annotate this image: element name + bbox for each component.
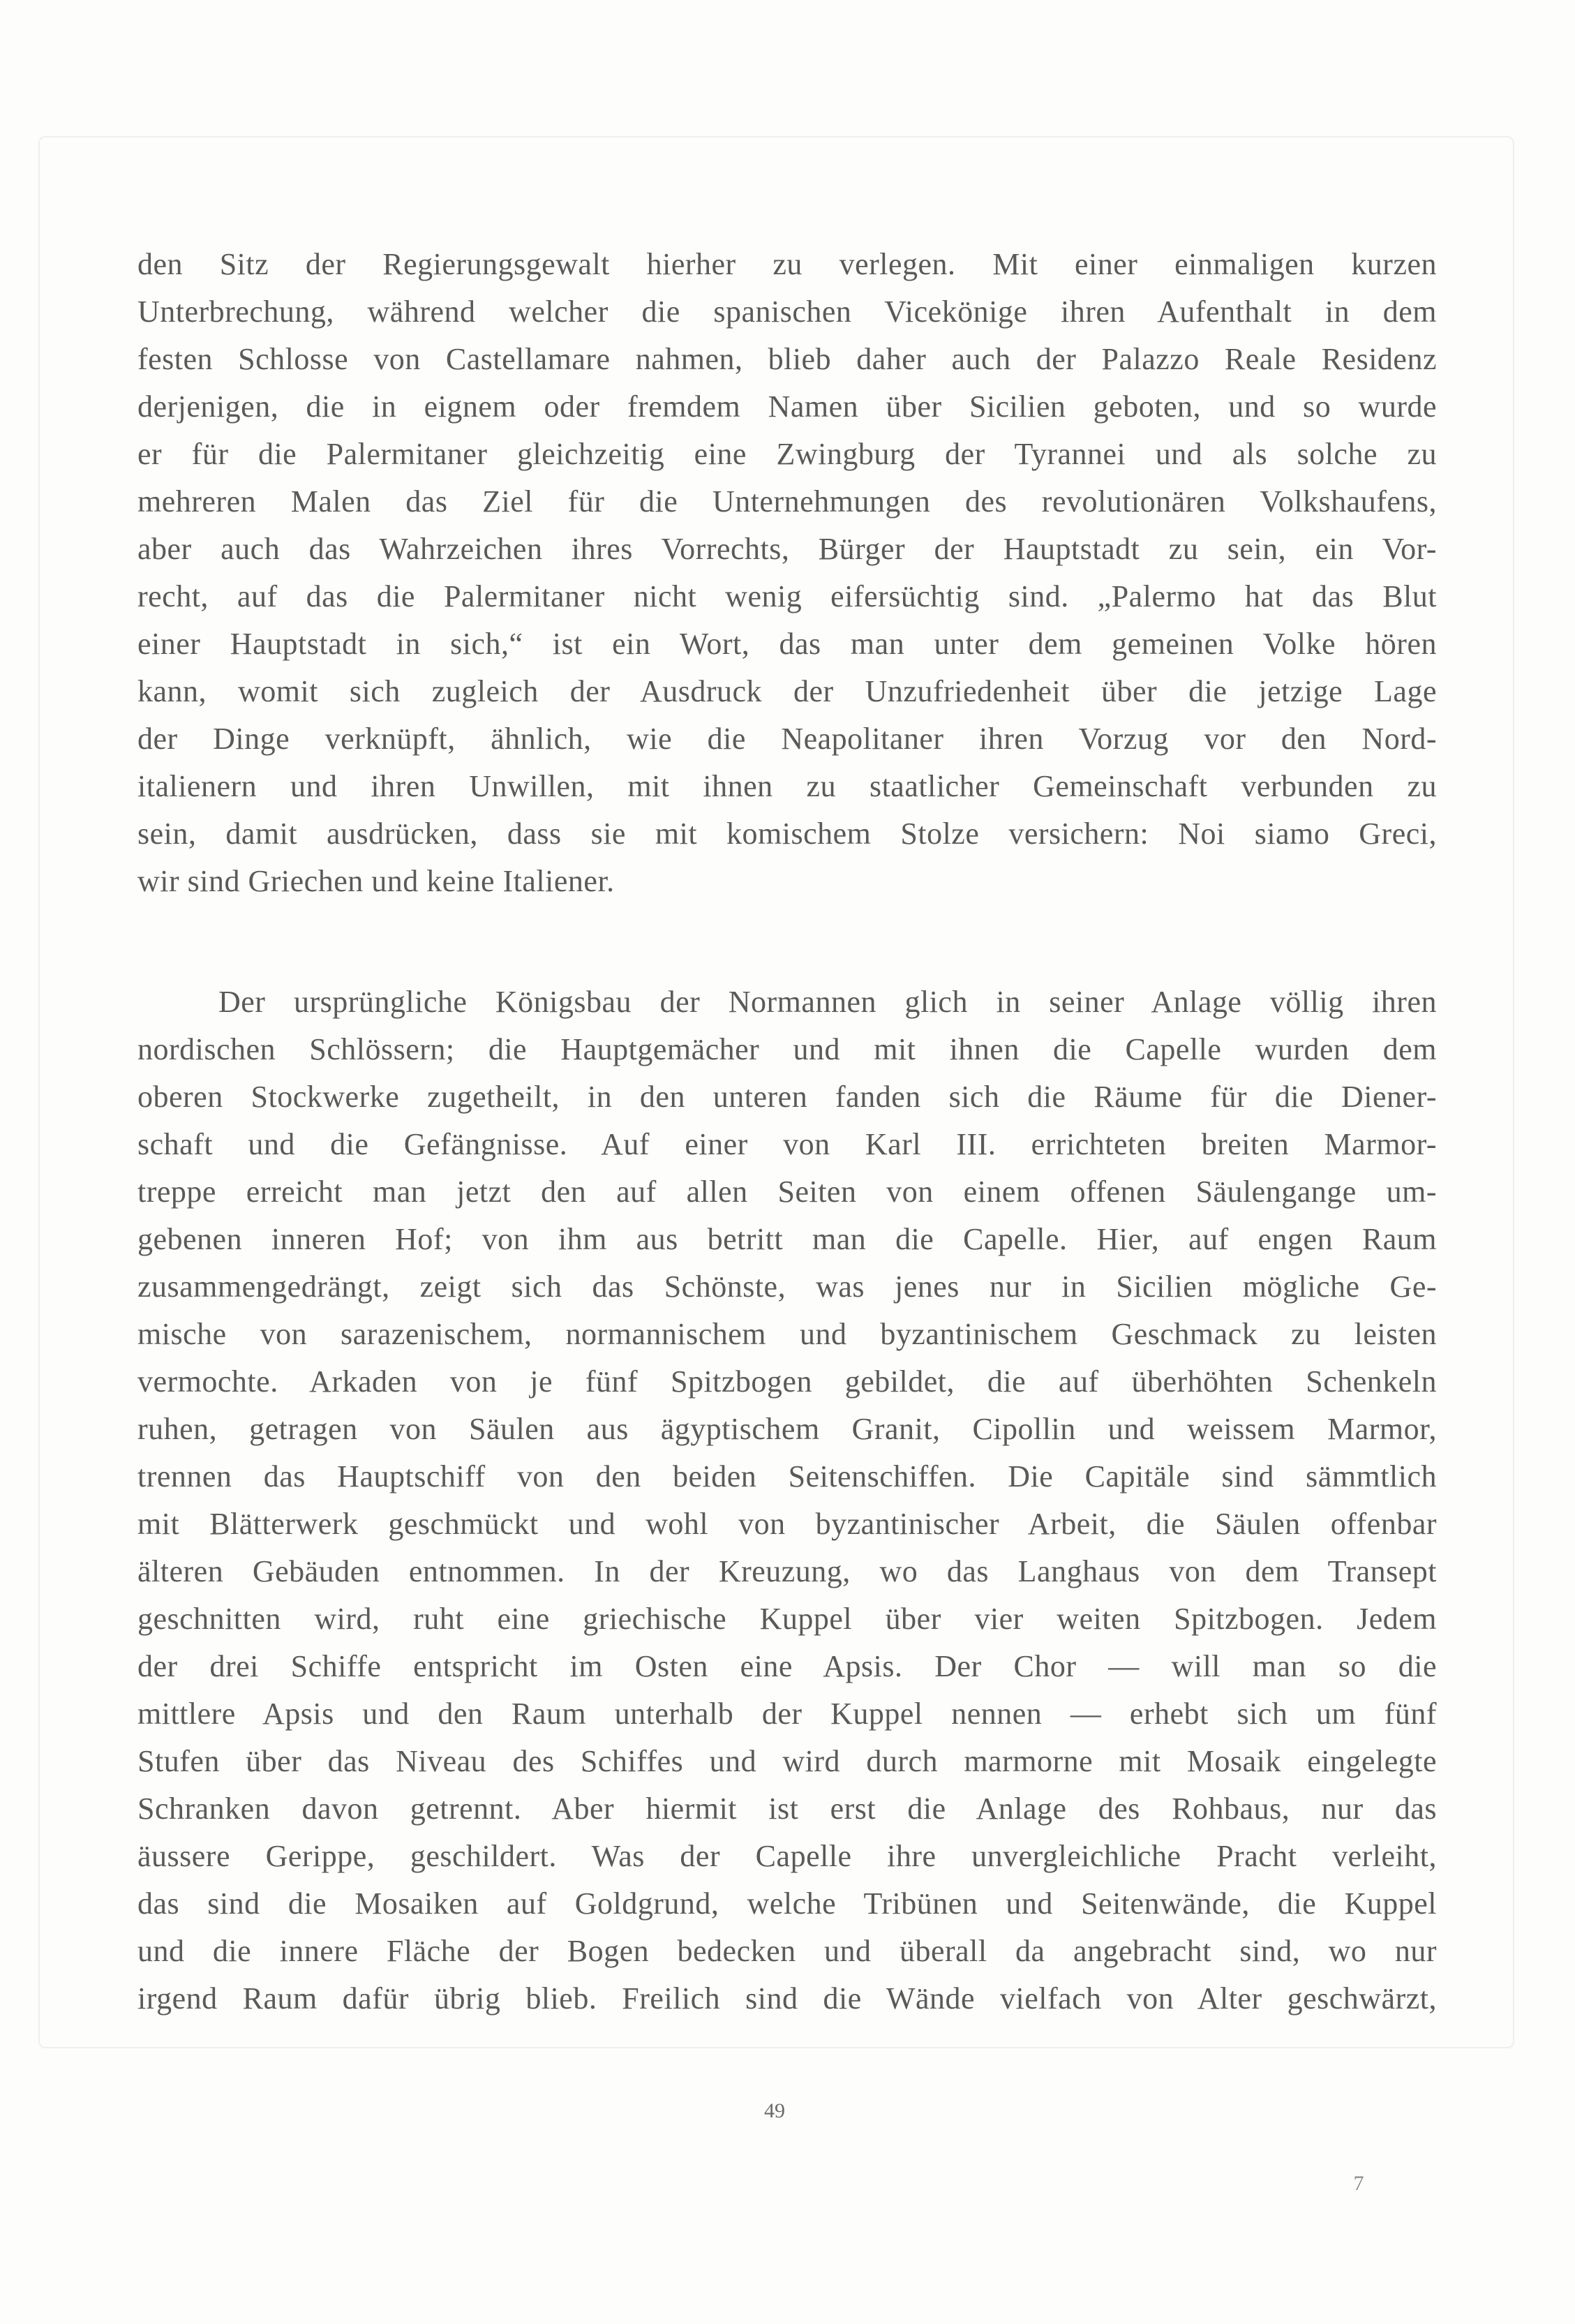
page-number: 49 xyxy=(764,2099,785,2122)
text-line: ruhen, getragen von Säulen aus ägyptischem Granit, Cipollin und weissem Marmor, xyxy=(137,1412,1437,1446)
signature-mark: 7 xyxy=(1353,2172,1364,2195)
text-line: Der ursprüngliche Königsbau der Normannen glich in seiner Anlage völlig ihren xyxy=(218,985,1437,1019)
paragraph-2 xyxy=(137,978,1437,2023)
paragraph-1 xyxy=(137,241,1437,905)
text-line: aber auch das Wahrzeichen ihres Vorrechts, Bürger der Hauptstadt zu sein, ein Vor- xyxy=(137,532,1437,566)
text-line: irgend Raum dafür übrig blieb. Freilich sind die Wände vielfach von Alter geschwärzt, xyxy=(137,1981,1437,2016)
text-line: italienern und ihren Unwillen, mit ihnen zu staatlicher Gemeinschaft verbunden zu xyxy=(137,769,1437,803)
text-line: er für die Palermitaner gleichzeitig eine Zwingburg der Tyrannei und als solche zu xyxy=(137,437,1437,471)
text-line: den Sitz der Regierungsgewalt hierher zu verlegen. Mit einer einmaligen kurzen xyxy=(137,247,1437,281)
text-line: trennen das Hauptschiff von den beiden Seitenschiffen. Die Capitäle sind sämmtlich xyxy=(137,1459,1437,1494)
text-line: geschnitten wird, ruht eine griechische Kuppel über vier weiten Spitzbogen. Jedem xyxy=(137,1602,1437,1636)
text-line: der Dinge verknüpft, ähnlich, wie die Neapolitaner ihren Vorzug vor den Nord- xyxy=(137,722,1437,756)
text-line: gebenen inneren Hof; von ihm aus betritt man die Capelle. Hier, auf engen Raum xyxy=(137,1222,1437,1256)
text-line: und die innere Fläche der Bogen bedecken und überall da angebracht sind, wo nur xyxy=(137,1934,1437,1968)
text-line: treppe erreicht man jetzt den auf allen Seiten von einem offenen Säulengange um- xyxy=(137,1175,1437,1209)
text-line: wir sind Griechen und keine Italiener. xyxy=(137,864,615,898)
text-line: mische von sarazenischem, normannischem und byzantinischem Geschmack zu leisten xyxy=(137,1317,1437,1351)
text-line: Stufen über das Niveau des Schiffes und wird durch marmorne mit Mosaik eingelegte xyxy=(137,1744,1437,1778)
text-line: einer Hauptstadt in sich,“ ist ein Wort, das man unter dem gemeinen Volke hören xyxy=(137,627,1437,661)
page-body xyxy=(137,241,1437,2023)
text-line: kann, womit sich zugleich der Ausdruck der Unzufriedenheit über die jetzige Lage xyxy=(137,674,1437,708)
text-line: festen Schlosse von Castellamare nahmen, blieb daher auch der Palazzo Reale Residenz xyxy=(137,342,1437,376)
text-line: recht, auf das die Palermitaner nicht wenig eifersüchtig sind. „Palermo hat das Blut xyxy=(137,579,1437,613)
text-line: älteren Gebäuden entnommen. In der Kreuzung, wo das Langhaus von dem Transept xyxy=(137,1554,1437,1588)
text-line: oberen Stockwerke zugetheilt, in den unteren fanden sich die Räume für die Diener- xyxy=(137,1080,1437,1114)
text-line: zusammengedrängt, zeigt sich das Schönste, was jenes nur in Sicilien mögliche Ge- xyxy=(137,1269,1437,1304)
text-line: nordischen Schlössern; die Hauptgemächer und mit ihnen die Capelle wurden dem xyxy=(137,1032,1437,1066)
text-line: vermochte. Arkaden von je fünf Spitzbogen gebildet, die auf überhöhten Schenkeln xyxy=(137,1364,1437,1399)
text-line: der drei Schiffe entspricht im Osten eine Apsis. Der Chor — will man so die xyxy=(137,1649,1437,1683)
text-line: Schranken davon getrennt. Aber hiermit ist erst die Anlage des Rohbaus, nur das xyxy=(137,1792,1437,1826)
text-line: Unterbrechung, während welcher die spanischen Vicekönige ihren Aufenthalt in dem xyxy=(137,295,1437,329)
text-line: mit Blätterwerk geschmückt und wohl von byzantinischer Arbeit, die Säulen offenbar xyxy=(137,1507,1437,1541)
text-line: das sind die Mosaiken auf Goldgrund, welche Tribünen und Seitenwände, die Kuppel xyxy=(137,1886,1437,1921)
text-line: derjenigen, die in eignem oder fremdem Namen über Sicilien geboten, und so wurde xyxy=(137,389,1437,424)
text-line: sein, damit ausdrücken, dass sie mit komischem Stolze versichern: Noi siamo Greci, xyxy=(137,817,1437,851)
text-line: äussere Gerippe, geschildert. Was der Capelle ihre unvergleichliche Pracht verleiht, xyxy=(137,1839,1437,1873)
text-line: schaft und die Gefängnisse. Auf einer von Karl III. errichteten breiten Marmor- xyxy=(137,1127,1437,1161)
text-line: mehreren Malen das Ziel für die Unternehmungen des revolutionären Volkshaufens, xyxy=(137,484,1437,519)
text-line: mittlere Apsis und den Raum unterhalb der Kuppel nennen — erhebt sich um fünf xyxy=(137,1697,1437,1731)
